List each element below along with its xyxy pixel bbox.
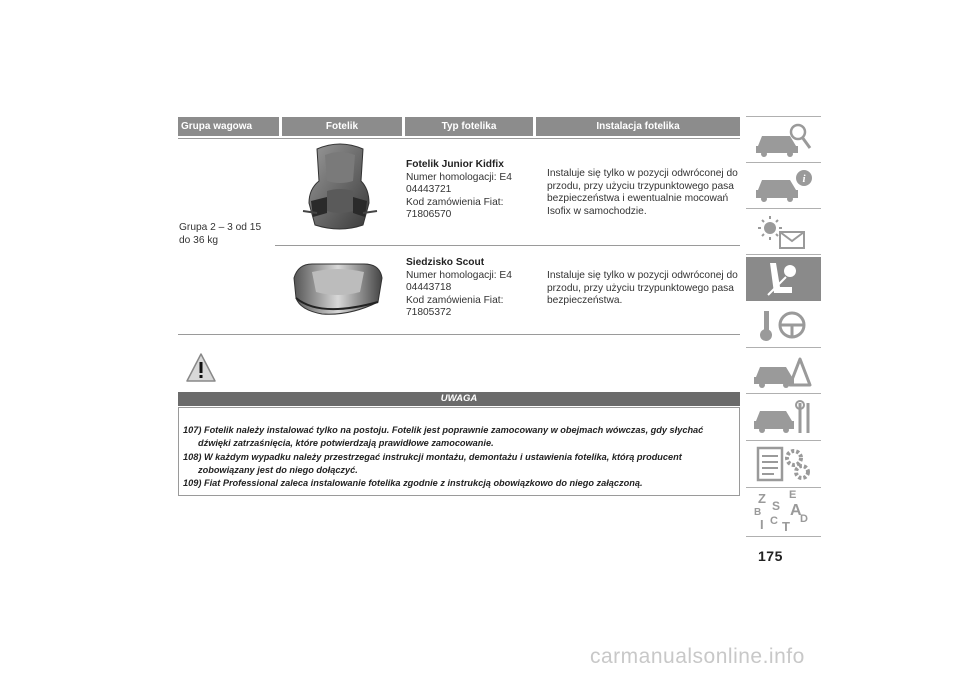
row2-installation: Instaluje się tylko w pozycji odwróconej do przodu, przy użyciu trzypunktowego pasa bezpieczeństwa. bbox=[547, 270, 738, 306]
warning-note-108 bbox=[183, 451, 733, 476]
page-number: 175 bbox=[758, 548, 783, 564]
svg-text:i: i bbox=[802, 173, 806, 185]
tab-separator bbox=[746, 254, 821, 255]
row1-seat-name: Fotelik Junior Kidfix bbox=[406, 159, 504, 170]
weight-group-cell: Grupa 2 – 3 od 15 do 36 kg bbox=[179, 222, 262, 246]
note-number: 107) bbox=[183, 425, 202, 435]
tab-index[interactable] bbox=[746, 489, 821, 533]
row1-order-label: Kod zamówienia Fiat: bbox=[406, 196, 504, 208]
note-text: Fotelik należy instalować tylko na postoju. Fotelik jest poprawnie zamocowany w obejmach wówczas, gdy słychać bbox=[203, 425, 704, 435]
car-service-tools-icon bbox=[746, 395, 821, 439]
tab-key-steering[interactable] bbox=[746, 303, 821, 347]
tab-separator bbox=[746, 208, 821, 209]
header-weight-group: Grupa wagowa bbox=[178, 117, 279, 136]
row2-seat-name: Siedzisko Scout bbox=[406, 257, 485, 268]
index-letter: S bbox=[772, 499, 781, 513]
row2-hom-number: 04443718 bbox=[406, 282, 452, 293]
header-seat-type: Typ fotelika bbox=[405, 117, 533, 136]
tab-service[interactable] bbox=[746, 395, 821, 439]
car-breakdown-icon bbox=[746, 349, 821, 393]
watermark: carmanualsonline.info bbox=[590, 645, 805, 668]
header-seat: Fotelik bbox=[282, 117, 402, 136]
table-bottom-line bbox=[178, 334, 740, 335]
row2-order-number: 71805372 bbox=[406, 307, 452, 318]
row1-order-number: 71806570 bbox=[406, 209, 452, 220]
alphabet-index-icon bbox=[746, 489, 821, 533]
tab-specs[interactable] bbox=[746, 442, 821, 486]
warning-title: UWAGA bbox=[178, 392, 740, 406]
row2-hom-label: Numer homologacji: E4 bbox=[406, 269, 512, 281]
note-number: 108) bbox=[183, 452, 202, 462]
table-top-line bbox=[178, 138, 740, 139]
row1-seat-info bbox=[406, 159, 536, 222]
tab-separator bbox=[746, 536, 821, 537]
tab-separator bbox=[746, 116, 821, 117]
row2-order-label: Kod zamówienia Fiat: bbox=[406, 294, 504, 306]
tab-separator bbox=[746, 440, 821, 441]
note-text-cont: dźwięki zatrzaśnięcia, które potwierdzają prawidłowe zamocowanie. bbox=[198, 437, 494, 448]
car-info-icon bbox=[746, 164, 821, 208]
index-letter: B bbox=[754, 507, 762, 518]
scout-booster-image bbox=[290, 258, 386, 320]
tab-separator bbox=[746, 487, 821, 488]
tab-separator bbox=[746, 347, 821, 348]
key-steering-wheel-icon bbox=[746, 303, 821, 347]
note-text: W każdym wypadku należy przestrzegać instrukcji montażu, demontażu i ustawienia fotelika, którą producent bbox=[203, 452, 682, 462]
tab-car-search[interactable] bbox=[746, 118, 821, 162]
tab-car-info[interactable] bbox=[746, 164, 821, 208]
warning-triangle-icon bbox=[185, 352, 217, 384]
warning-note-107 bbox=[183, 424, 733, 449]
row1-hom-label: Numer homologacji: E4 bbox=[406, 171, 512, 183]
tab-separator bbox=[746, 162, 821, 163]
warning-lights-message-icon bbox=[746, 210, 821, 254]
warning-note-109 bbox=[183, 477, 733, 490]
index-letter: D bbox=[800, 513, 808, 525]
row1-installation: Instaluje się tylko w pozycji odwróconej do przodu, przy użyciu trzypunktowego pasa bezpieczeństwa i ewentualnie mocowań Isofix w samochodzie. bbox=[547, 168, 738, 217]
seat-airbag-icon bbox=[746, 257, 821, 301]
tab-separator bbox=[746, 393, 821, 394]
row-divider bbox=[275, 245, 740, 246]
index-letter: A bbox=[790, 502, 802, 519]
junior-kidfix-seat-image bbox=[297, 141, 383, 237]
index-letter: T bbox=[782, 519, 790, 534]
index-letter: Z bbox=[758, 491, 766, 506]
tab-warning-lights[interactable] bbox=[746, 210, 821, 254]
note-number: 109) bbox=[183, 478, 202, 488]
car-search-icon bbox=[746, 118, 821, 162]
row1-hom-number: 04443721 bbox=[406, 184, 452, 195]
specs-gears-icon bbox=[746, 442, 821, 486]
row2-seat-info bbox=[406, 257, 536, 320]
note-text-cont: zobowiązany jest do niego dołączyć. bbox=[198, 464, 358, 475]
index-letter: C bbox=[770, 515, 778, 527]
note-text: Fiat Professional zaleca instalowanie fotelika zgodnie z instrukcją obowiązkowo do niego załączoną. bbox=[203, 478, 643, 488]
index-letter: I bbox=[760, 517, 764, 532]
index-letter: E bbox=[789, 489, 797, 501]
tab-safety-active[interactable] bbox=[746, 257, 821, 301]
tab-breakdown[interactable] bbox=[746, 349, 821, 393]
header-installation: Instalacja fotelika bbox=[536, 117, 740, 136]
